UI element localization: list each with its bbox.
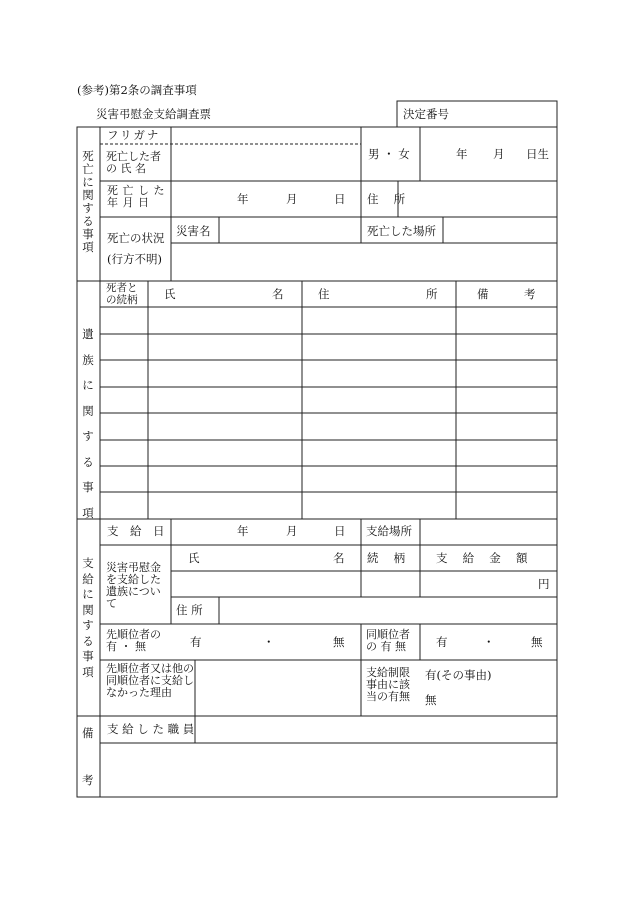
remarks-column-header-2: 考 [524,287,536,301]
bereaved-section-side-label: 遺族に関する事項 [82,327,94,520]
death-status-input[interactable] [173,245,555,279]
payment-date-label: 支 給 日 [107,524,165,538]
prior-rank-yes[interactable]: 有 [190,635,202,649]
same-rank-yes[interactable]: 有 [436,635,448,649]
furigana-input[interactable] [173,129,359,142]
payment-place-label: 支給場所 [366,524,412,538]
decision-number-label: 決定番号 [403,107,449,121]
paying-staff-label: 支 給 し た 職 員 [107,722,195,736]
prior-rank-label: 先順位者の有 ・ 無 [106,628,161,653]
recipient-name-header-1: 氏 [188,551,200,565]
birth-year-unit: 年 [456,147,468,161]
death-month-unit: 月 [286,192,298,206]
restriction-label: 支給制限事由に該当の有無 [366,666,410,703]
death-place-label: 死亡した場所 [367,224,436,238]
recipient-name-header-2: 名 [333,551,345,565]
decision-number-field[interactable] [460,108,552,122]
remarks-side-label-2: 考 [82,773,94,787]
prior-rank-separator: ・ [263,635,275,649]
deceased-name-label: 死亡した者の 氏 名 [106,150,161,175]
same-rank-no[interactable]: 無 [531,635,543,649]
recipient-relation-input[interactable] [363,573,418,595]
deceased-name-input[interactable] [173,146,359,179]
recipient-relation-header: 続 柄 [367,551,406,565]
address-column-header-1: 住 [318,287,330,301]
payment-month-unit: 月 [286,524,298,538]
payment-section-side-label: 支給に関する事項 [82,556,94,679]
death-section-side-label: 死亡に関する事項 [82,149,94,254]
remarks-side-label-1: 備 [82,726,94,740]
not-paid-reason-label: 先順位者又は他の同順位者に支給しなかった理由 [106,662,194,699]
death-day-unit: 日 [334,192,346,206]
payment-year-unit: 年 [237,524,249,538]
birth-day-unit: 日生 [526,147,549,161]
disaster-name-input[interactable] [221,219,359,241]
sex-selector[interactable]: 男 ・ 女 [368,147,410,161]
payment-day-unit: 日 [334,524,346,538]
restriction-yes[interactable]: 有(その事由) [425,668,492,682]
death-date-label: 死 亡 し た 年 月 日 [107,184,165,209]
deceased-address-label: 住 所 [367,192,406,206]
name-column-header-1: 氏 [164,287,176,301]
recipient-address-label: 住 所 [176,603,203,617]
recipient-name-input[interactable] [173,573,359,595]
restriction-no[interactable]: 無 [425,693,437,707]
same-rank-separator: ・ [483,635,495,649]
death-status-label: 死亡の状況 [107,231,165,245]
disaster-name-label: 災害名 [176,224,211,238]
yen-unit: 円 [538,577,550,591]
relation-column-header: 死者との続柄 [106,282,138,306]
paying-staff-input[interactable] [197,718,555,741]
payment-amount-header: 支 給 金 額 [436,551,528,565]
address-column-header-2: 所 [426,287,438,301]
form-title: 災害弔慰金支給調査票 [96,107,211,121]
name-column-header-2: 名 [272,287,284,301]
missing-label: (行方不明) [107,252,162,266]
reference-note: (参考)第2条の調査事項 [77,83,197,97]
remarks-input[interactable] [102,745,555,795]
not-paid-reason-input[interactable] [197,662,359,714]
payment-amount-input[interactable] [422,573,532,595]
payment-place-input[interactable] [422,521,555,543]
death-place-input[interactable] [445,219,555,241]
furigana-label: フリガナ [107,128,161,142]
recipient-label: 災害弔慰金を支給した遺族について [106,561,161,610]
recipient-address-input[interactable] [221,599,555,622]
deceased-address-input[interactable] [400,183,555,215]
remarks-column-header-1: 備 [477,287,489,301]
bereaved-table-body[interactable] [101,308,556,518]
birth-month-unit: 月 [493,147,505,161]
death-year-unit: 年 [237,192,249,206]
same-rank-label: 同順位者の 有 無 [366,628,410,653]
prior-rank-no[interactable]: 無 [333,635,345,649]
